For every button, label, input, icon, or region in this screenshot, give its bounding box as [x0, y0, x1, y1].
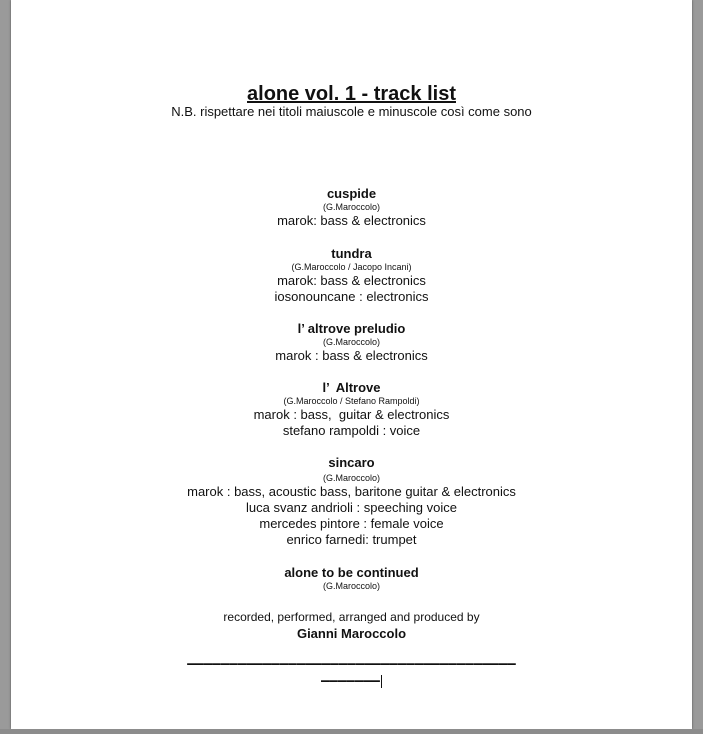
- track-name: l’ Altrove: [322, 380, 381, 395]
- track-name: alone to be continued: [284, 565, 419, 580]
- track-altrove: [11, 380, 692, 439]
- track-cuspide: [11, 186, 692, 229]
- separator-line-continued[interactable]: [11, 672, 692, 690]
- track-performer-line: marok : bass & electronics: [275, 348, 428, 363]
- bottom-scroll-edge: [0, 729, 703, 734]
- track-credit: (G.Maroccolo / Jacopo Incani): [291, 262, 412, 272]
- track-altrove-preludio: [11, 321, 692, 364]
- track-performer-line: stefano rampoldi : voice: [282, 423, 421, 438]
- track-name: tundra: [331, 246, 372, 261]
- producer-name: Gianni Maroccolo: [296, 626, 407, 641]
- track-credit: (G.Maroccolo): [322, 337, 380, 347]
- track-name: sincaro: [328, 455, 375, 470]
- track-alone-to-be-continued: [11, 565, 692, 592]
- text-cursor: [381, 675, 382, 688]
- document-page: [11, 0, 692, 729]
- track-credit: (G.Maroccolo): [322, 473, 380, 483]
- track-performer-line: marok: bass & electronics: [277, 273, 426, 288]
- track-performer-line: enrico farnedi: trumpet: [286, 532, 417, 547]
- track-name: cuspide: [326, 186, 377, 201]
- track-performer-line: marok: bass & electronics: [277, 213, 426, 228]
- track-name: l’ altrove preludio: [297, 321, 406, 336]
- track-credit: (G.Maroccolo / Stefano Rampoldi): [283, 396, 420, 406]
- track-credit: (G.Maroccolo): [322, 202, 380, 212]
- document-title: alone vol. 1 - track list: [247, 83, 456, 105]
- separator-line: ———————————————————————————————————————: [187, 656, 516, 672]
- document-subtitle: N.B. rispettare nei titoli maiuscole e minuscole così come sono: [171, 104, 532, 119]
- track-tundra: [11, 246, 692, 305]
- track-performer-line: iosonouncane : electronics: [274, 289, 429, 304]
- recorded-by-label: recorded, performed, arranged and produced by: [223, 610, 480, 624]
- separator-line-tail: ———————: [320, 673, 380, 689]
- track-performer-line: mercedes pintore : female voice: [259, 516, 444, 531]
- track-sincaro: [11, 455, 692, 548]
- track-performer-line: marok : bass, acoustic bass, baritone guitar & electronics: [187, 484, 516, 499]
- track-performer-line: luca svanz andrioli : speeching voice: [245, 500, 457, 515]
- track-credit: (G.Maroccolo): [322, 581, 380, 591]
- production-credits: [11, 610, 692, 642]
- track-performer-line: marok : bass, guitar & electronics: [253, 407, 450, 422]
